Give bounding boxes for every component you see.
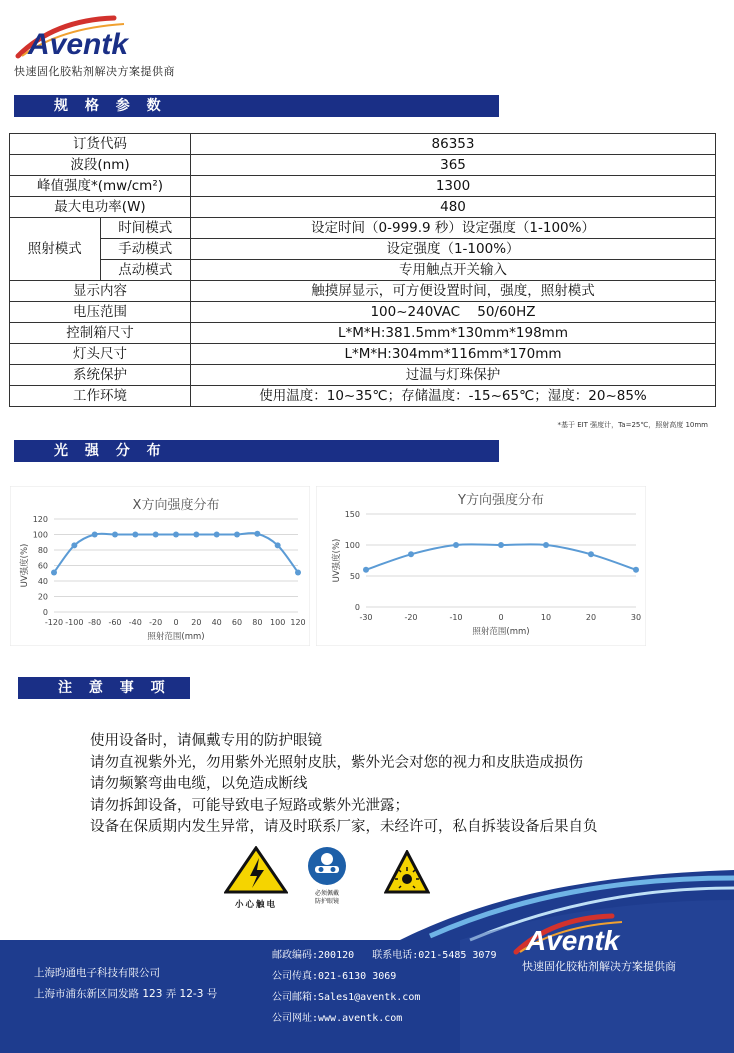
y-tick-label: 60 (37, 561, 48, 571)
aventk-logo (14, 12, 184, 60)
footer-company: 上海昀通电子科技有限公司 (34, 967, 160, 979)
x-tick-label: -100 (65, 618, 84, 627)
y-distribution-chart (316, 486, 646, 646)
x-tick-label: 10 (540, 613, 552, 622)
notice-item: 设备在保质期内发生异常，请及时联系厂家，未经许可，私自拆装设备后果自负 (90, 819, 598, 835)
y-tick-label: 0 (42, 608, 48, 617)
table-row (10, 176, 716, 197)
x-tick-label: 40 (211, 618, 222, 627)
spec-value: 使用温度：10~35℃；存储温度：-15~65℃；湿度：20~85% (191, 386, 716, 407)
x-tick-label: 60 (231, 618, 243, 627)
goggles-label-line1: 必须佩戴 (314, 890, 339, 897)
notice-item: 请勿频繁弯曲电缆，以免造成断线 (90, 776, 308, 792)
table-row (10, 134, 716, 155)
data-point (363, 567, 369, 573)
data-point (234, 532, 240, 538)
logo-wordmark: Aventk (28, 28, 129, 60)
notice-item: 请勿直视紫外光，勿用紫外光照射皮肤，紫外光会对您的视力和皮肤造成损伤 (90, 754, 583, 771)
mode-label: 手动模式 (100, 239, 191, 260)
data-point (92, 532, 98, 538)
spec-value: L*M*H:381.5mm*130mm*198mm (191, 323, 716, 344)
spec-value: L*M*H:304mm*116mm*170mm (191, 344, 716, 365)
spec-label: 显示内容 (10, 281, 191, 302)
spec-label: 峰值强度*(mw/cm²) (10, 176, 191, 197)
footer-tagline: 快速固化胶粘剂解决方案提供商 (522, 960, 676, 973)
header-tagline: 快速固化胶粘剂解决方案提供商 (14, 65, 175, 78)
light-section-title: 光 强 分 布 (54, 443, 167, 459)
table-row (10, 218, 716, 239)
data-point (132, 532, 138, 538)
x-tick-label: -30 (359, 613, 373, 622)
mode-group-label: 照射模式 (10, 218, 101, 281)
x-tick-label: -60 (108, 618, 122, 627)
spec-value: 86353 (191, 134, 716, 155)
mode-value: 专用触点开关输入 (191, 260, 716, 281)
data-point (408, 551, 414, 557)
spec-label: 工作环境 (10, 386, 191, 407)
x-tick-label: -80 (88, 618, 102, 627)
y-axis-label: UV强度(%) (332, 538, 342, 583)
spec-label: 波段(nm) (10, 155, 191, 176)
data-point (112, 532, 118, 538)
x-tick-label: 100 (270, 618, 286, 627)
table-row (10, 386, 716, 407)
y-tick-label: 100 (32, 530, 48, 540)
y-tick-label: 40 (37, 577, 48, 586)
spec-footnote: *基于 EIT 强度计，Ta=25℃，照射高度 10mm (557, 421, 708, 429)
y-tick-label: 120 (32, 515, 48, 524)
footer-logo (512, 912, 692, 956)
data-point (193, 532, 199, 538)
table-row (10, 302, 716, 323)
y-tick-label: 150 (344, 510, 360, 519)
data-point (588, 551, 594, 557)
table-row (10, 281, 716, 302)
x-distribution-chart (10, 486, 310, 646)
spec-value: 365 (191, 155, 716, 176)
footer-fax: 公司传真:021-6130 3069 (272, 971, 397, 982)
y-tick-label: 0 (354, 603, 360, 612)
mode-value: 设定时间（0-999.9 秒）设定强度（1-100%） (191, 218, 716, 239)
x-axis-label: 照射范围(mm) (147, 632, 205, 642)
spec-label: 最大电功率(W) (10, 197, 191, 218)
goggles-label-line2: 防护眼镜 (314, 898, 339, 905)
footer-website[interactable]: 公司网址:www.aventk.com (272, 1013, 403, 1024)
spec-label: 订货代码 (10, 134, 191, 155)
x-tick-label: 120 (290, 618, 306, 627)
data-point (214, 532, 220, 538)
table-row (10, 239, 716, 260)
spec-label: 电压范围 (10, 302, 191, 323)
x-tick-label: -20 (404, 613, 418, 622)
y-tick-label: 100 (344, 541, 360, 550)
mode-label: 时间模式 (100, 218, 191, 239)
data-point (633, 567, 639, 573)
data-point (453, 542, 459, 548)
chart-title: Y方向强度分布 (458, 493, 544, 508)
electric-warning-label: 小心触电 (234, 900, 277, 910)
x-tick-label: 30 (630, 613, 642, 622)
notice-section-title: 注 意 事 项 (58, 680, 171, 696)
footer-logo-wordmark: Aventk (526, 925, 620, 956)
data-point (71, 542, 77, 548)
spec-table (9, 133, 716, 407)
x-tick-label: 20 (191, 618, 202, 627)
spec-value: 触摸屏显示，可方便设置时间，强度，照射模式 (191, 281, 716, 302)
data-point (295, 569, 301, 575)
notice-item: 请勿拆卸设备，可能导致电子短路或紫外光泄露； (90, 797, 409, 814)
x-tick-label: -10 (449, 613, 463, 622)
x-tick-label: -20 (149, 618, 163, 627)
spec-value: 1300 (191, 176, 716, 197)
table-row (10, 323, 716, 344)
spec-section-bar (14, 95, 499, 117)
spec-label: 系统保护 (10, 365, 191, 386)
y-tick-label: 50 (349, 572, 360, 581)
chart-title: X方向强度分布 (132, 498, 220, 513)
footer-address: 上海市浦东新区同发路 123 弄 12-3 号 (34, 988, 218, 1000)
spec-value: 480 (191, 197, 716, 218)
y-tick-label: 20 (37, 592, 48, 602)
notice-item: 使用设备时，请佩戴专用的防护眼镜 (90, 733, 322, 749)
x-tick-label: 0 (498, 613, 504, 622)
chart-frame (316, 486, 646, 646)
light-section-bar (14, 440, 499, 462)
x-tick-label: 80 (252, 618, 263, 627)
mode-value: 设定强度（1-100%） (191, 239, 716, 260)
data-point (153, 532, 159, 538)
x-axis-label: 照射范围(mm) (472, 627, 530, 637)
x-tick-label: 0 (173, 618, 179, 627)
y-tick-label: 80 (37, 546, 48, 555)
spec-value: 100~240VAC 50/60HZ (191, 302, 716, 323)
data-point (254, 531, 260, 537)
x-tick-label: -40 (128, 618, 142, 627)
mode-label: 点动模式 (100, 260, 191, 281)
table-row (10, 197, 716, 218)
table-row (10, 260, 716, 281)
data-point (543, 542, 549, 548)
notice-section-bar (18, 677, 190, 699)
data-point (173, 532, 179, 538)
data-point (275, 542, 281, 548)
table-row (10, 365, 716, 386)
table-row (10, 155, 716, 176)
data-point (498, 542, 504, 548)
spec-label: 灯头尺寸 (10, 344, 191, 365)
footer-email[interactable]: 公司邮箱:Sales1@aventk.com (272, 992, 421, 1003)
notice-list (90, 731, 598, 839)
spec-section-title: 规 格 参 数 (54, 98, 167, 114)
x-tick-label: 20 (585, 613, 597, 622)
data-point (51, 569, 57, 575)
spec-value: 过温与灯珠保护 (191, 365, 716, 386)
table-row (10, 344, 716, 365)
x-tick-label: -120 (44, 618, 64, 627)
y-axis-label: UV强度(%) (20, 543, 30, 588)
spec-label: 控制箱尺寸 (10, 323, 191, 344)
footer-postal-phone: 邮政编码:200120 联系电话:021-5485 3079 (272, 950, 497, 961)
